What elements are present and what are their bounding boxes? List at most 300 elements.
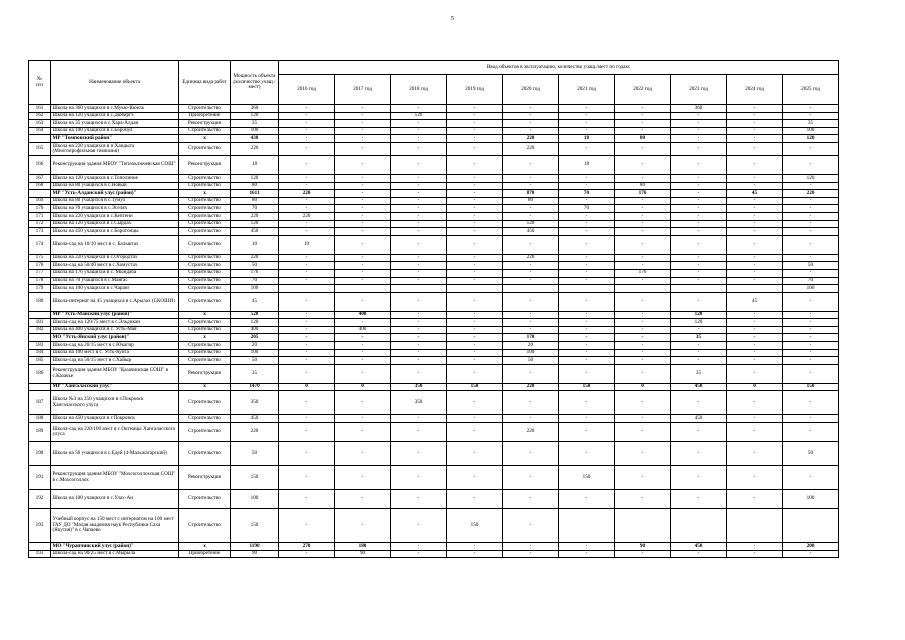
capacity: 400 [231,326,279,334]
year-value: - [279,197,335,205]
year-value: - [391,319,447,327]
year-value: - [447,543,503,551]
year-value: - [559,391,615,415]
year-value: 150 [559,466,615,490]
object-name: Школа на 220 учащихся в п.Хандыга (Многопрофильная гимназия) [51,142,179,155]
year-value: 10 [279,235,335,254]
year-value: - [783,342,839,350]
year-value: - [727,334,783,342]
year-value [503,285,559,293]
table-row [29,212,839,220]
year-value: - [671,326,727,334]
year-value: 120 [783,135,839,143]
work-type: Строительство [179,205,231,213]
object-name: Школа на 360 учащихся в с.Мукю-Кюель [51,105,179,113]
year-value: 45 [727,292,783,311]
year-value: - [727,391,783,415]
year-value: - [671,490,727,509]
work-type: Строительство [179,127,231,135]
objects-table [28,60,839,558]
year-value: - [447,364,503,383]
year-value: - [559,319,615,327]
year-value: - [727,423,783,442]
year-value: - [671,112,727,120]
year-value: 100 [503,349,559,357]
table-row [29,254,839,262]
capacity: 50 [231,262,279,270]
year-value: - [503,319,559,327]
row-number: 171 [29,212,51,220]
year-value: - [727,277,783,285]
year-value: - [727,197,783,205]
year-value: - [447,311,503,319]
work-type: Строительство [179,285,231,293]
year-value: - [279,357,335,365]
object-name: Школа на 220 учащихся в с.Кептени [51,212,179,220]
year-value: - [783,349,839,357]
year-value: - [447,182,503,190]
year-value: - [559,277,615,285]
year-value: - [335,174,391,182]
year-value: - [335,466,391,490]
year-value [447,285,503,293]
year-value: - [783,357,839,365]
work-type: Реконструкция [179,466,231,490]
year-value: - [615,342,671,350]
year-value: 120 [783,174,839,182]
year-value: - [391,357,447,365]
header-year: 2020 год [503,75,559,105]
year-value: - [279,292,335,311]
row-number: 185 [29,357,51,365]
year-value: - [279,550,335,558]
header-year: 2016 год [279,75,335,105]
year-value: - [447,212,503,220]
year-value: - [727,120,783,128]
year-value: - [279,391,335,415]
table-row [29,550,839,558]
year-value: 100 [783,490,839,509]
year-value [391,285,447,293]
year-value: - [615,364,671,383]
capacity: 150 [231,509,279,543]
capacity: 100 [231,490,279,509]
work-type: Строительство [179,220,231,228]
work-type: Приобретение [179,112,231,120]
year-value: - [335,334,391,342]
object-name: МР "Томпонский район" [51,135,179,143]
capacity: 80 [231,182,279,190]
year-value: - [279,105,335,113]
work-type: Строительство [179,174,231,182]
year-value: - [335,292,391,311]
year-value: - [335,142,391,155]
year-value: - [503,212,559,220]
work-type: Реконструкция [179,364,231,383]
year-value: - [727,105,783,113]
year-value: - [727,262,783,270]
year-value: - [279,182,335,190]
year-value: - [615,326,671,334]
year-value: 450 [503,228,559,236]
header-work: Единица вида работ [179,61,231,105]
object-name: МР "Хангаласский улус" [51,383,179,391]
year-value: - [727,269,783,277]
year-value: - [727,490,783,509]
year-value: - [615,490,671,509]
year-value: 150 [447,509,503,543]
year-value: - [503,269,559,277]
year-value: - [727,228,783,236]
year-value: - [503,205,559,213]
table-row [29,277,839,285]
year-value: - [783,205,839,213]
header-year: 2022 год [615,75,671,105]
row-number: 192 [29,490,51,509]
work-type: Строительство [179,509,231,543]
year-value: - [503,182,559,190]
header-year: 2023 год [671,75,727,105]
year-value: 150 [783,383,839,391]
year-value: - [447,262,503,270]
year-value [335,285,391,293]
year-value: - [559,349,615,357]
work-type: х [179,311,231,319]
table-row [29,262,839,270]
year-value: - [503,292,559,311]
row-number: 188 [29,415,51,423]
table-row [29,319,839,327]
year-value: - [335,391,391,415]
capacity: 100 [231,349,279,357]
year-value: - [279,277,335,285]
year-value: - [559,292,615,311]
year-value: - [503,442,559,466]
year-value: - [615,254,671,262]
year-value: 120 [671,319,727,327]
year-value: - [391,326,447,334]
work-type: Строительство [179,142,231,155]
table-row [29,357,839,365]
year-value: - [279,466,335,490]
year-value [671,509,727,543]
capacity: 205 [231,334,279,342]
year-value: - [503,326,559,334]
year-value: - [559,490,615,509]
year-value: - [671,550,727,558]
year-value: - [559,311,615,319]
year-value: 0 [615,383,671,391]
year-value: - [615,391,671,415]
work-type: х [179,334,231,342]
year-value: - [391,423,447,442]
region-row [29,543,839,551]
year-value: 220 [503,254,559,262]
capacity: 45 [231,292,279,311]
year-value: - [447,174,503,182]
year-value: - [615,120,671,128]
row-number: 176 [29,262,51,270]
row-number: 162 [29,112,51,120]
work-type: Строительство [179,490,231,509]
year-value: - [391,105,447,113]
work-type: Строительство [179,357,231,365]
year-value: - [335,120,391,128]
year-value: - [335,254,391,262]
work-type: Строительство [179,415,231,423]
year-value: - [447,135,503,143]
object-name: Школа на 450 учащихся в г.Покровск [51,415,179,423]
year-value: 176 [615,190,671,198]
year-value: - [279,364,335,383]
year-value: - [727,364,783,383]
year-value: - [727,235,783,254]
header-year: 2018 год [391,75,447,105]
capacity: 1611 [231,190,279,198]
year-value: 50 [503,357,559,365]
object-name: Школа на 100 учащихся в с.Боробул [51,127,179,135]
year-value: - [671,155,727,174]
year-value: - [335,135,391,143]
year-value: 220 [503,135,559,143]
year-value: - [447,190,503,198]
work-type: х [179,543,231,551]
object-name: Школа-интернат на 45 учащихся в с.Арылах (СКОШИ) [51,292,179,311]
year-value: - [671,269,727,277]
header-year: 2025 год [783,75,839,105]
capacity: 120 [231,174,279,182]
work-type: Строительство [179,262,231,270]
year-value: - [447,254,503,262]
row-number: 193 [29,509,51,543]
capacity: 150 [231,466,279,490]
row-number: 167 [29,174,51,182]
row-number: 179 [29,285,51,293]
header-year: 2021 год [559,75,615,105]
year-value: - [447,342,503,350]
row-number [29,334,51,342]
year-value: - [503,490,559,509]
year-value: - [615,292,671,311]
capacity: 220 [231,423,279,442]
object-name: Школа на 100 учащихся в с.Улах-Ан [51,490,179,509]
year-value: - [559,197,615,205]
table-row [29,415,839,423]
object-name: Школа №3 на 350 учащихся в г.Покровск Хангаласского улуса [51,391,179,415]
year-value: - [447,142,503,155]
year-value: - [671,391,727,415]
year-value [727,509,783,543]
year-value: - [391,228,447,236]
capacity: 100 [231,285,279,293]
year-value: 220 [279,190,335,198]
year-value: - [391,466,447,490]
year-value: - [783,228,839,236]
year-value: - [783,182,839,190]
row-number: 168 [29,182,51,190]
year-value: - [391,235,447,254]
row-number: 182 [29,326,51,334]
year-value: - [783,105,839,113]
year-value: - [783,235,839,254]
year-value: - [447,326,503,334]
work-type: Строительство [179,269,231,277]
year-value: - [615,357,671,365]
object-name: Школа-сад на 50/15 мест в с.Хайыр [51,357,179,365]
row-number: 183 [29,342,51,350]
year-value: - [559,442,615,466]
year-value: - [559,364,615,383]
object-name: Школа на 50 учащихся в с.Едей (4-Мальжагарский) [51,442,179,466]
year-value: - [335,205,391,213]
year-value: - [279,342,335,350]
year-value: - [447,112,503,120]
object-name: Школа на 100 учащихся в с.Чаранг [51,285,179,293]
year-value: - [727,349,783,357]
row-number: 170 [29,205,51,213]
year-value: - [727,326,783,334]
row-number: 190 [29,442,51,466]
year-value: - [559,127,615,135]
year-value: - [391,212,447,220]
year-value: - [447,205,503,213]
row-number: 189 [29,423,51,442]
work-type: Строительство [179,197,231,205]
year-value: - [783,423,839,442]
year-value: - [447,334,503,342]
year-value: 220 [503,383,559,391]
year-value: - [279,269,335,277]
capacity: 220 [231,254,279,262]
year-value: - [671,174,727,182]
capacity: 450 [231,415,279,423]
year-value: 400 [335,311,391,319]
year-value: - [727,319,783,327]
header-commissioning: Ввод объектов в эксплуатацию, количество учащ./мест по годам: [279,61,839,75]
year-value: - [783,142,839,155]
year-value [559,509,615,543]
table-row [29,423,839,442]
year-value: - [447,349,503,357]
year-value: - [447,319,503,327]
year-value: - [727,342,783,350]
year-value: 150 [559,383,615,391]
year-value: - [503,277,559,285]
year-value: - [727,112,783,120]
year-value: - [727,135,783,143]
year-value: - [503,155,559,174]
year-value: - [447,228,503,236]
year-value: 120 [671,311,727,319]
year-value: 45 [727,190,783,198]
year-value: - [727,466,783,490]
year-value: - [279,319,335,327]
year-value: 18 [559,135,615,143]
table-row [29,391,839,415]
work-type: Строительство [179,182,231,190]
year-value: - [335,155,391,174]
year-value: - [391,543,447,551]
year-value: - [615,442,671,466]
year-value: - [447,220,503,228]
year-value: - [615,228,671,236]
year-value: - [335,190,391,198]
year-value: - [391,190,447,198]
year-value: - [335,423,391,442]
year-value: - [447,442,503,466]
year-value: - [559,105,615,113]
capacity: 80 [231,197,279,205]
year-value: - [615,112,671,120]
year-value: - [671,342,727,350]
year-value: - [671,142,727,155]
table-row [29,509,839,543]
year-value: - [559,228,615,236]
year-value: - [279,349,335,357]
year-value: - [391,182,447,190]
year-value: - [503,311,559,319]
year-value: - [559,415,615,423]
row-number: 177 [29,269,51,277]
year-value: - [727,155,783,174]
year-value: - [671,254,727,262]
year-value: - [391,269,447,277]
year-value [279,285,335,293]
capacity: 220 [231,212,279,220]
table-row [29,197,839,205]
object-name: Школа на 80 учащихся в с.Тумул [51,197,179,205]
year-value: - [783,466,839,490]
row-number [29,311,51,319]
year-value: - [615,550,671,558]
year-value: - [783,415,839,423]
year-value: - [783,155,839,174]
object-name: Школа-сад на 220/100 мест в с.Октемцы Хангаласского улуса [51,423,179,442]
year-value: - [391,205,447,213]
work-type: х [179,135,231,143]
year-value: - [615,155,671,174]
year-value: - [783,220,839,228]
header-num: № п/п [29,61,51,105]
year-value: 350 [391,391,447,415]
table-row [29,105,839,113]
year-value: - [671,190,727,198]
year-value: - [447,269,503,277]
year-value: - [391,334,447,342]
row-number: 187 [29,391,51,415]
year-value: - [335,319,391,327]
year-value: - [503,391,559,415]
year-value: - [335,212,391,220]
region-row [29,383,839,391]
year-value: - [391,120,447,128]
capacity: 18 [231,155,279,174]
work-type: Строительство [179,254,231,262]
year-value: - [783,112,839,120]
year-value: - [447,550,503,558]
object-name: Реконструкция здания МБОУ "Мохсоголлохская СОШ" в с.Мохсоголлох [51,466,179,490]
row-number: 193 [29,550,51,558]
year-value [783,509,839,543]
year-value: - [671,357,727,365]
capacity: 100 [231,127,279,135]
year-value: - [559,182,615,190]
year-value: 200 [783,543,839,551]
row-number: 172 [29,220,51,228]
capacity: 450 [231,228,279,236]
year-value [671,285,727,293]
object-name: Учебный корпус на 150 мест с интернатом на 100 мест ГАУ ДО "Малая академия наук Республики Саха (Якутия)" в с.Чапаево [51,509,179,543]
